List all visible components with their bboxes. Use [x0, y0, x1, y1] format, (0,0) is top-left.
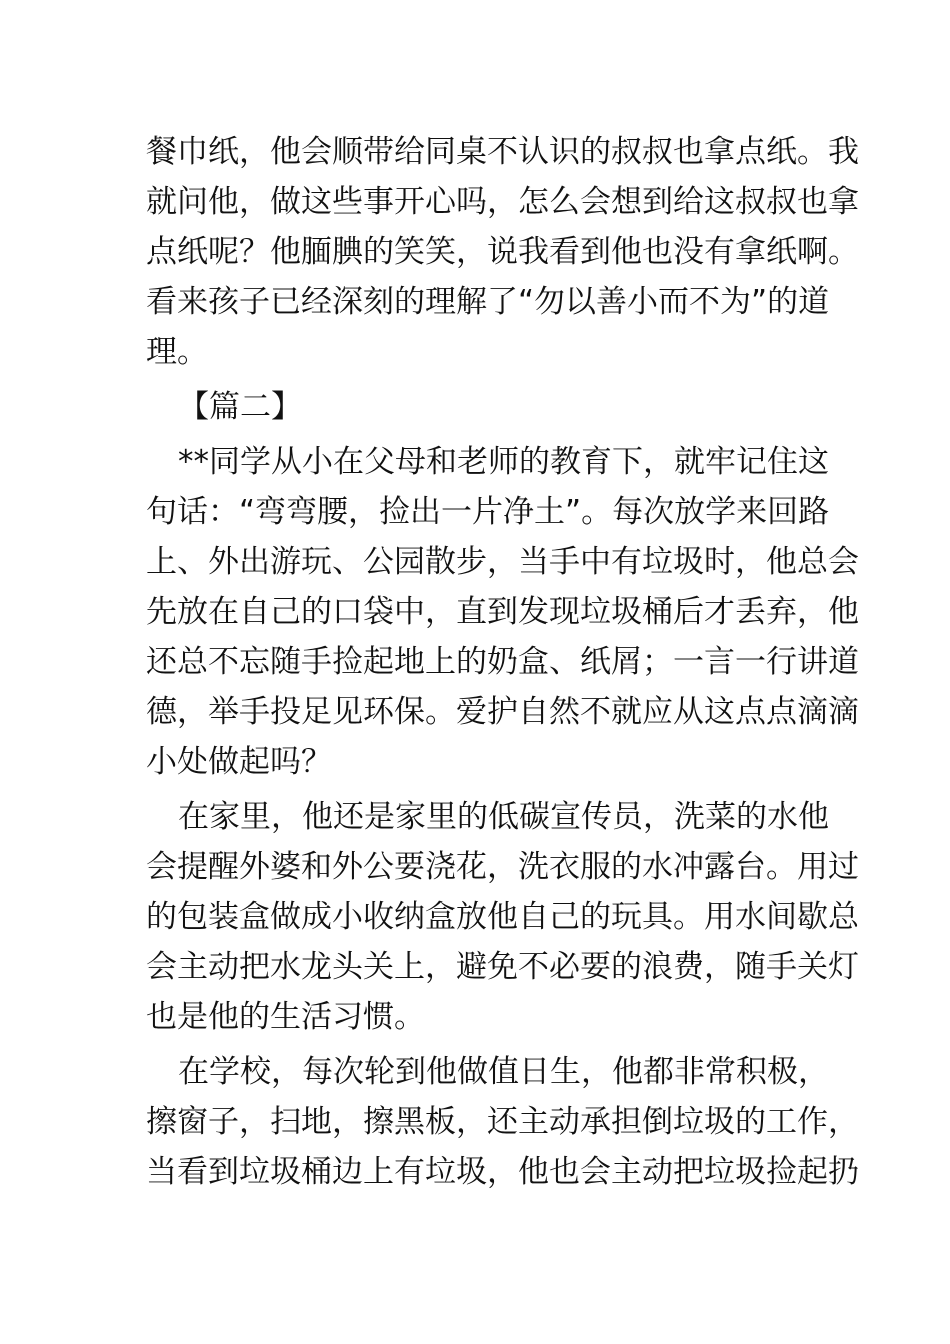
text-line: 德，举手投足见环保。爱护自然不就应从这点点滴滴: [146, 694, 859, 730]
text-line: 餐巾纸，他会顺带给同桌不认识的叔叔也拿点纸。我: [146, 134, 859, 170]
paragraph-first-line: **同学从小在父母和老师的教育下，就牢记住这: [178, 444, 829, 480]
text-line: 还总不忘随手捡起地上的奶盒、纸屑；一言一行讲道: [146, 644, 859, 680]
text-line: 的包装盒做成小收纳盒放他自己的玩具。用水间歇总: [146, 899, 859, 935]
text-line: 就问他，做这些事开心吗，怎么会想到给这叔叔也拿: [146, 184, 859, 220]
text-line: 理。: [146, 334, 208, 370]
paragraph-first-line: 在家里，他还是家里的低碳宣传员，洗菜的水他: [178, 799, 829, 835]
text-line: 句话：“弯弯腰，捡出一片净土”。每次放学来回路: [146, 494, 830, 530]
text-line: 先放在自己的口袋中，直到发现垃圾桶后才丢弃，他: [146, 594, 859, 630]
text-line: 也是他的生活习惯。: [146, 999, 425, 1035]
text-line: 看来孩子已经深刻的理解了“勿以善小而不为”的道: [146, 284, 830, 320]
text-line: 擦窗子，扫地，擦黑板，还主动承担倒垃圾的工作，: [146, 1104, 859, 1140]
text-line: 会主动把水龙头关上，避免不必要的浪费，随手关灯: [146, 949, 859, 985]
text-line: 小处做起吗？: [146, 744, 332, 780]
paragraph-first-line: 在学校，每次轮到他做值日生，他都非常积极，: [178, 1054, 829, 1090]
text-line: 当看到垃圾桶边上有垃圾，他也会主动把垃圾捡起扔: [146, 1154, 859, 1190]
text-line: 点纸呢？他腼腆的笑笑，说我看到他也没有拿纸啊。: [146, 234, 859, 270]
section-heading: 【篇二】: [178, 389, 302, 425]
text-line: 上、外出游玩、公园散步，当手中有垃圾时，他总会: [146, 544, 859, 580]
text-line: 会提醒外婆和外公要浇花，洗衣服的水冲露台。用过: [146, 849, 859, 885]
